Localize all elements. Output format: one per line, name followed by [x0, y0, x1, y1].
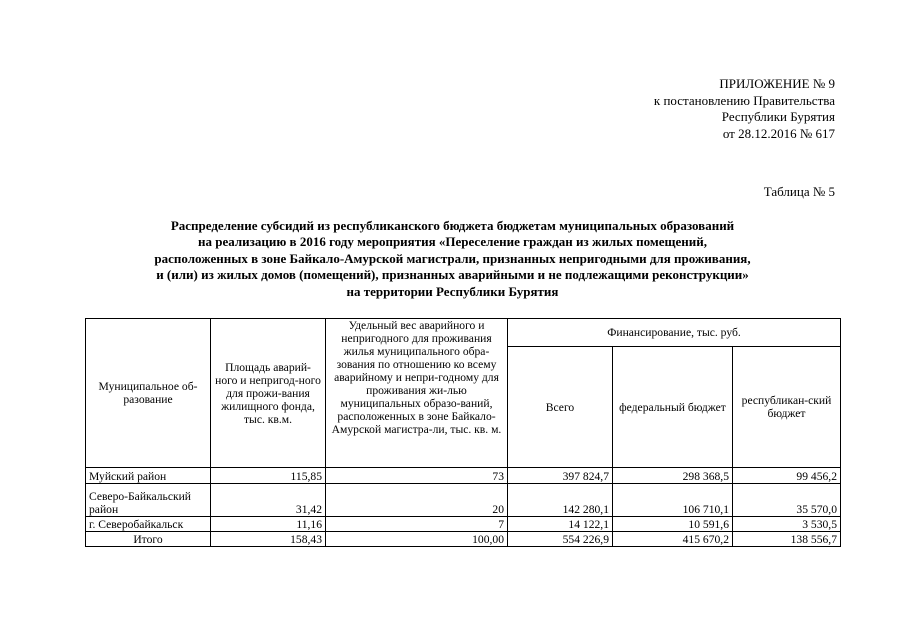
- cell-area: 158,43: [211, 532, 326, 547]
- cell-municipality: Северо-Байкальский район: [86, 484, 211, 517]
- cell-total-label: Итого: [86, 532, 211, 547]
- cell-share: 7: [326, 517, 508, 532]
- approval-block: [654, 76, 835, 142]
- cell-republican: 138 556,7: [733, 532, 841, 547]
- cell-area: 11,16: [211, 517, 326, 532]
- document-title: [0, 218, 905, 300]
- cell-share: 20: [326, 484, 508, 517]
- title-line: на реализацию в 2016 году мероприятия «Переселение граждан из жилых помещений,: [198, 234, 707, 250]
- cell-share: 73: [326, 468, 508, 484]
- header-municipality: Муниципальное об-разование: [86, 319, 211, 468]
- header-federal: федеральный бюджет: [613, 347, 733, 468]
- cell-federal: 298 368,5: [613, 468, 733, 484]
- cell-total: 554 226,9: [508, 532, 613, 547]
- table-row: [86, 468, 841, 484]
- cell-share: 100,00: [326, 532, 508, 547]
- title-line: и (или) из жилых домов (помещений), признанных аварийными и не подлежащими реконструкции»: [156, 267, 749, 283]
- cell-federal: 10 591,6: [613, 517, 733, 532]
- cell-municipality: Муйский район: [86, 468, 211, 484]
- title-line: на территории Республики Бурятия: [346, 283, 559, 299]
- title-line: Распределение субсидий из республиканского бюджета бюджетам муниципальных образований: [170, 218, 735, 233]
- header-financing: Финансирование, тыс. руб.: [508, 319, 841, 347]
- table-number: Таблица № 5: [763, 184, 835, 199]
- cell-area: 115,85: [211, 468, 326, 484]
- cell-federal: 106 710,1: [613, 484, 733, 517]
- resolution-ref: к постановлению Правительства: [653, 92, 835, 108]
- cell-total: 397 824,7: [508, 468, 613, 484]
- cell-total: 142 280,1: [508, 484, 613, 517]
- header-total: Всего: [508, 347, 613, 468]
- resolution-date: от 28.12.2016 № 617: [722, 125, 835, 141]
- cell-municipality: г. Северобайкальск: [86, 517, 211, 532]
- cell-area: 31,42: [211, 484, 326, 517]
- republic-name: Республики Бурятия: [721, 109, 835, 124]
- table-total-row: [86, 532, 841, 547]
- appendix-label: ПРИЛОЖЕНИЕ № 9: [719, 76, 835, 91]
- table-row: [86, 484, 841, 517]
- cell-republican: 35 570,0: [733, 484, 841, 517]
- header-area: Площадь аварий-ного и непригод-ного для прожи-вания жилищного фонда, тыс. кв.м.: [211, 319, 326, 468]
- cell-republican: 3 530,5: [733, 517, 841, 532]
- header-republican: республикан-ский бюджет: [733, 347, 841, 468]
- table-row: [86, 517, 841, 532]
- cell-republican: 99 456,2: [733, 468, 841, 484]
- subsidy-table: [85, 318, 841, 547]
- header-share: Удельный вес аварийного и непригодного для проживания жилья муниципального обра-зования по отношению ко всему аварийному и непри-годному для проживания жи-лью муниципальных образо-ваний, расположенных в зоне Байкало-Амурской магистра-ли, тыс. кв. м.: [326, 319, 508, 468]
- cell-federal: 415 670,2: [613, 532, 733, 547]
- title-line: расположенных в зоне Байкало-Амурской магистрали, признанных непригодными для проживания,: [154, 250, 751, 266]
- cell-total: 14 122,1: [508, 517, 613, 532]
